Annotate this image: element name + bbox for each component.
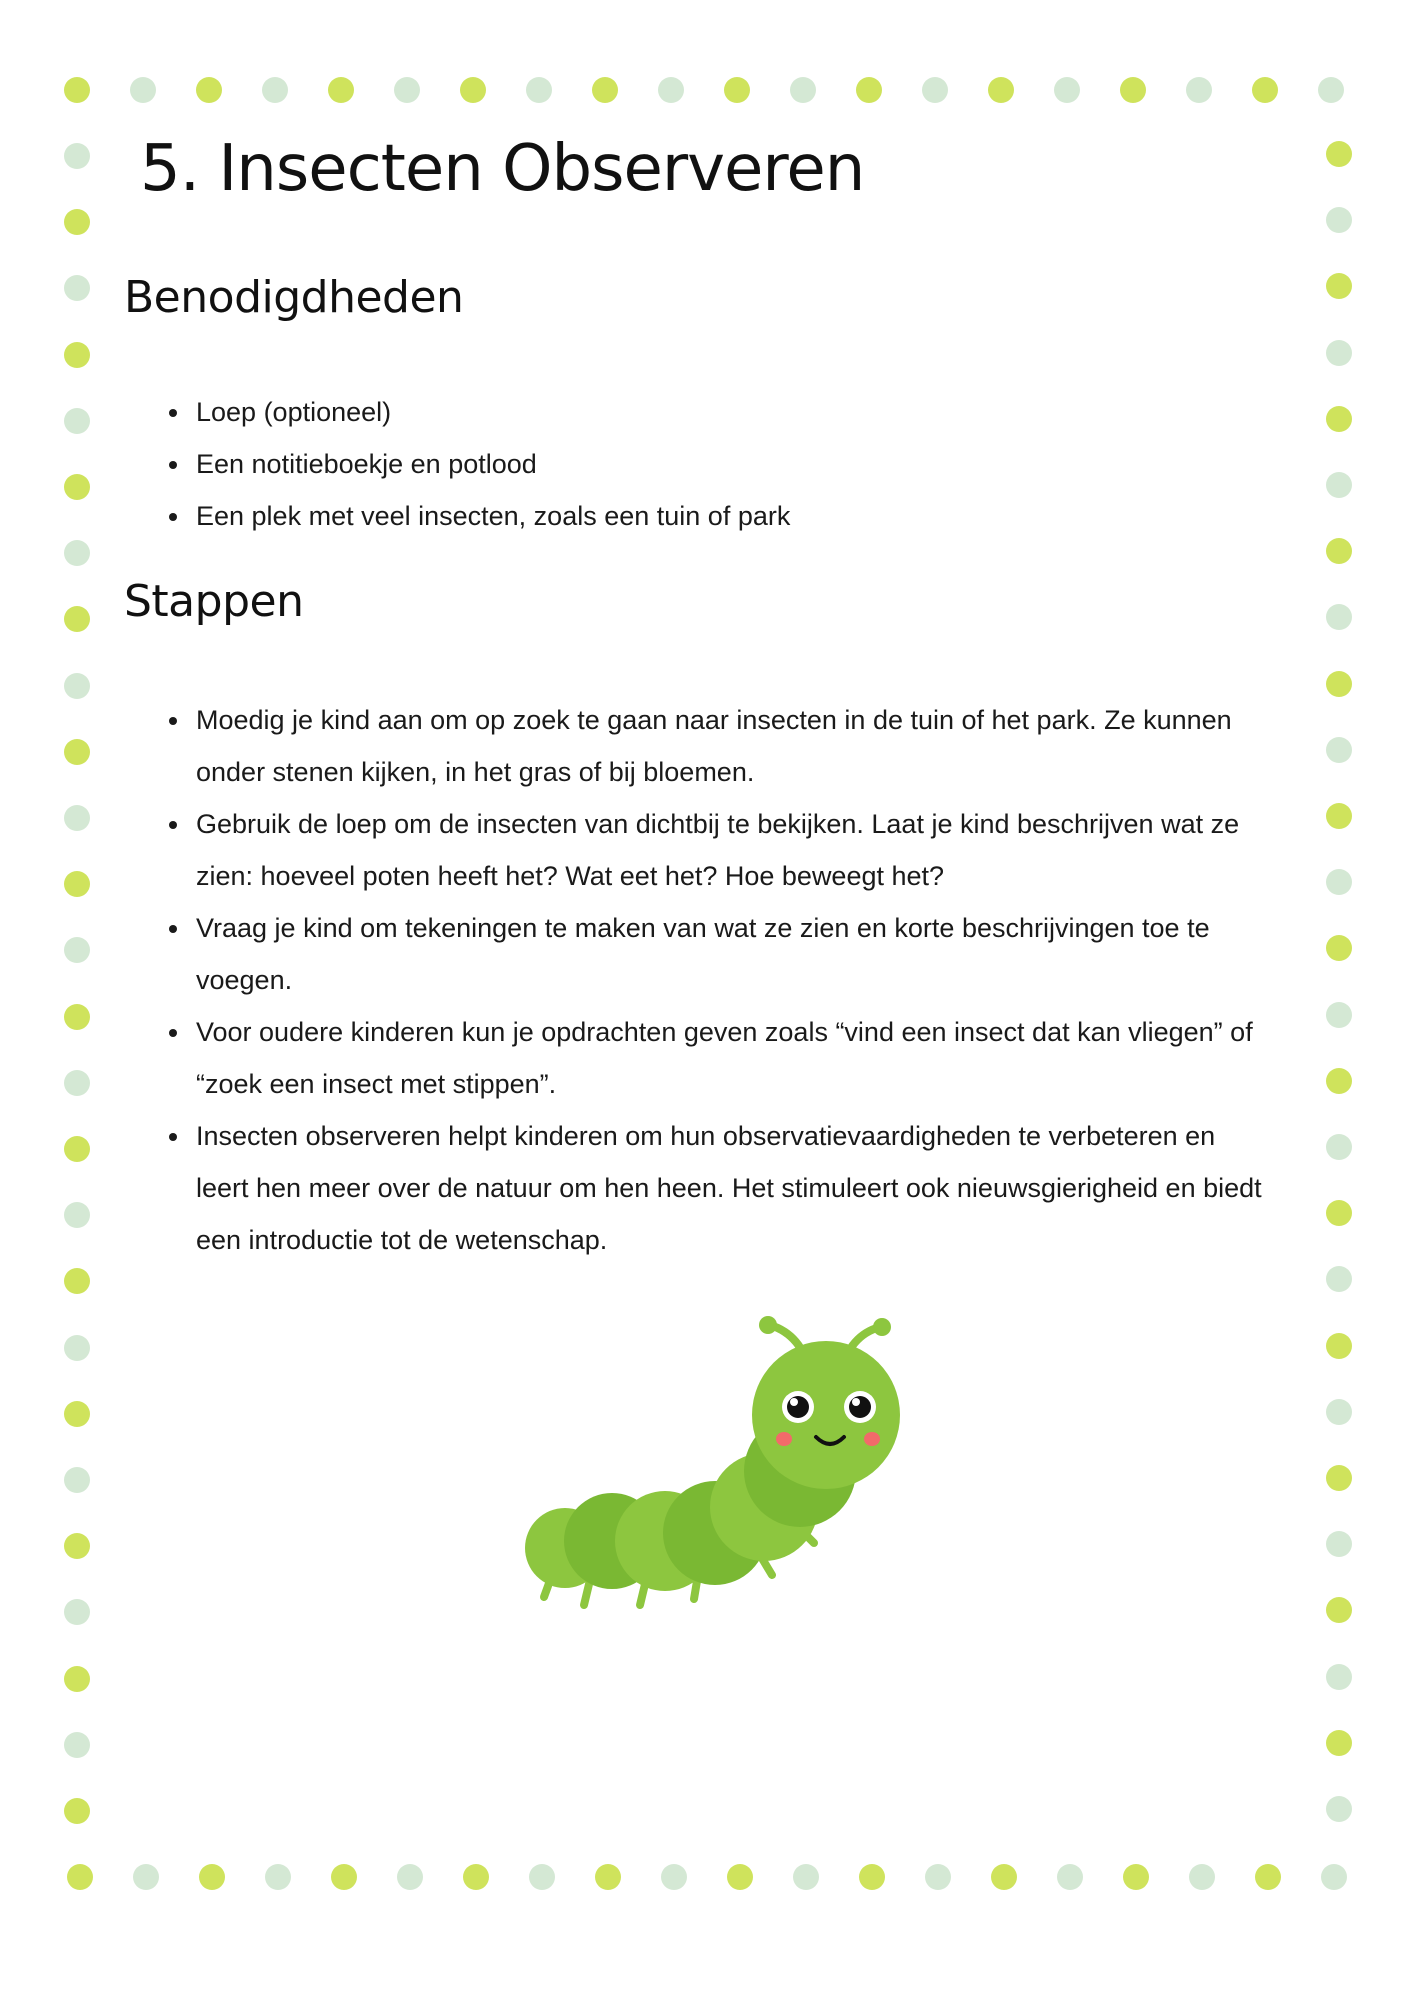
border-dot — [793, 1864, 819, 1890]
border-dot — [64, 408, 90, 434]
border-dot — [64, 275, 90, 301]
border-dot — [922, 77, 948, 103]
border-dot — [64, 1467, 90, 1493]
border-dot — [1255, 1864, 1281, 1890]
border-dot — [64, 1401, 90, 1427]
border-dot — [64, 540, 90, 566]
border-dot — [331, 1864, 357, 1890]
border-dot — [64, 1136, 90, 1162]
border-dot — [1326, 207, 1352, 233]
border-dot — [1189, 1864, 1215, 1890]
border-dot — [1326, 1796, 1352, 1822]
border-dot — [64, 474, 90, 500]
border-dot — [526, 77, 552, 103]
border-dot — [64, 805, 90, 831]
border-dot — [1123, 1864, 1149, 1890]
border-dot — [1326, 1399, 1352, 1425]
list-item: • Moedig je kind aan om op zoek te gaan naar insecten in de tuin of het park. Ze kunnen onder stenen kijken, in het gras of bij bloemen. — [192, 694, 1272, 798]
border-dot — [925, 1864, 951, 1890]
border-dot — [1326, 1531, 1352, 1557]
border-dot — [1321, 1864, 1347, 1890]
border-dot — [64, 1732, 90, 1758]
border-dot — [1120, 77, 1146, 103]
section-heading-materials: Benodigdheden — [124, 272, 464, 323]
border-dot — [1326, 1134, 1352, 1160]
border-dot — [1326, 935, 1352, 961]
page-title: 5. Insecten Observeren — [140, 132, 865, 206]
materials-list — [152, 386, 1292, 542]
border-dot — [64, 606, 90, 632]
border-dot — [64, 937, 90, 963]
border-dot — [397, 1864, 423, 1890]
border-dot — [1054, 77, 1080, 103]
steps-list — [152, 694, 1272, 1266]
border-dot — [64, 143, 90, 169]
border-dot — [196, 77, 222, 103]
border-dot — [64, 209, 90, 235]
border-dot — [64, 1268, 90, 1294]
border-dot — [64, 1533, 90, 1559]
section-heading-steps: Stappen — [124, 576, 304, 627]
border-dot — [529, 1864, 555, 1890]
border-dot — [1326, 803, 1352, 829]
border-dot — [1326, 1200, 1352, 1226]
border-dot — [1326, 1465, 1352, 1491]
border-dot — [64, 1070, 90, 1096]
border-dot — [265, 1864, 291, 1890]
border-dot — [1326, 869, 1352, 895]
border-dot — [1252, 77, 1278, 103]
border-dot — [64, 1202, 90, 1228]
border-dot — [724, 77, 750, 103]
border-dot — [790, 77, 816, 103]
border-dot — [1326, 604, 1352, 630]
border-dot — [1057, 1864, 1083, 1890]
border-dot — [595, 1864, 621, 1890]
border-dot — [130, 77, 156, 103]
border-dot — [1326, 671, 1352, 697]
border-dot — [199, 1864, 225, 1890]
border-dot — [1318, 77, 1344, 103]
border-dot — [1326, 472, 1352, 498]
border-dot — [1326, 1597, 1352, 1623]
caterpillar-illustration — [510, 1275, 910, 1620]
border-dot — [64, 871, 90, 897]
border-dot — [856, 77, 882, 103]
list-item: • Een plek met veel insecten, zoals een tuin of park — [192, 490, 1292, 542]
border-dot — [64, 739, 90, 765]
border-dot — [1326, 141, 1352, 167]
list-item: • Loep (optioneel) — [192, 386, 1292, 438]
border-dot — [394, 77, 420, 103]
border-dot — [658, 77, 684, 103]
border-dot — [67, 1864, 93, 1890]
border-dot — [460, 77, 486, 103]
border-dot — [1326, 538, 1352, 564]
border-dot — [133, 1864, 159, 1890]
border-dot — [859, 1864, 885, 1890]
border-dot — [64, 342, 90, 368]
border-dot — [64, 77, 90, 103]
border-dot — [988, 77, 1014, 103]
border-dot — [727, 1864, 753, 1890]
border-dot — [64, 1004, 90, 1030]
caterpillar-head — [752, 1341, 900, 1489]
border-dot — [262, 77, 288, 103]
list-item: • Voor oudere kinderen kun je opdrachten geven zoals “vind een insect dat kan vliegen” of “zoek een insect met stippen”. — [192, 1006, 1272, 1110]
border-dot — [328, 77, 354, 103]
list-item: • Een notitieboekje en potlood — [192, 438, 1292, 490]
list-item: • Insecten observeren helpt kinderen om hun observatievaardigheden te verbeteren en leert hen meer over de natuur om hen heen. Het stimuleert ook nieuwsgierigheid en biedt een introductie tot de wetenschap. — [192, 1110, 1272, 1266]
border-dot — [1326, 1664, 1352, 1690]
border-dot — [1326, 340, 1352, 366]
border-dot — [64, 1599, 90, 1625]
border-dot — [592, 77, 618, 103]
border-dot — [1326, 1730, 1352, 1756]
list-item: • Gebruik de loep om de insecten van dichtbij te bekijken. Laat je kind beschrijven wat ze zien: hoeveel poten heeft het? Wat eet het? Hoe beweegt het? — [192, 798, 1272, 902]
border-dot — [64, 1666, 90, 1692]
border-dot — [64, 673, 90, 699]
border-dot — [1326, 1333, 1352, 1359]
border-dot — [1326, 1266, 1352, 1292]
border-dot — [991, 1864, 1017, 1890]
border-dot — [661, 1864, 687, 1890]
border-dot — [1326, 1068, 1352, 1094]
border-dot — [64, 1335, 90, 1361]
border-dot — [1326, 1002, 1352, 1028]
border-dot — [64, 1798, 90, 1824]
border-dot — [1186, 77, 1212, 103]
border-dot — [1326, 737, 1352, 763]
border-dot — [463, 1864, 489, 1890]
border-dot — [1326, 273, 1352, 299]
border-dot — [1326, 406, 1352, 432]
list-item: • Vraag je kind om tekeningen te maken van wat ze zien en korte beschrijvingen toe te voegen. — [192, 902, 1272, 1006]
